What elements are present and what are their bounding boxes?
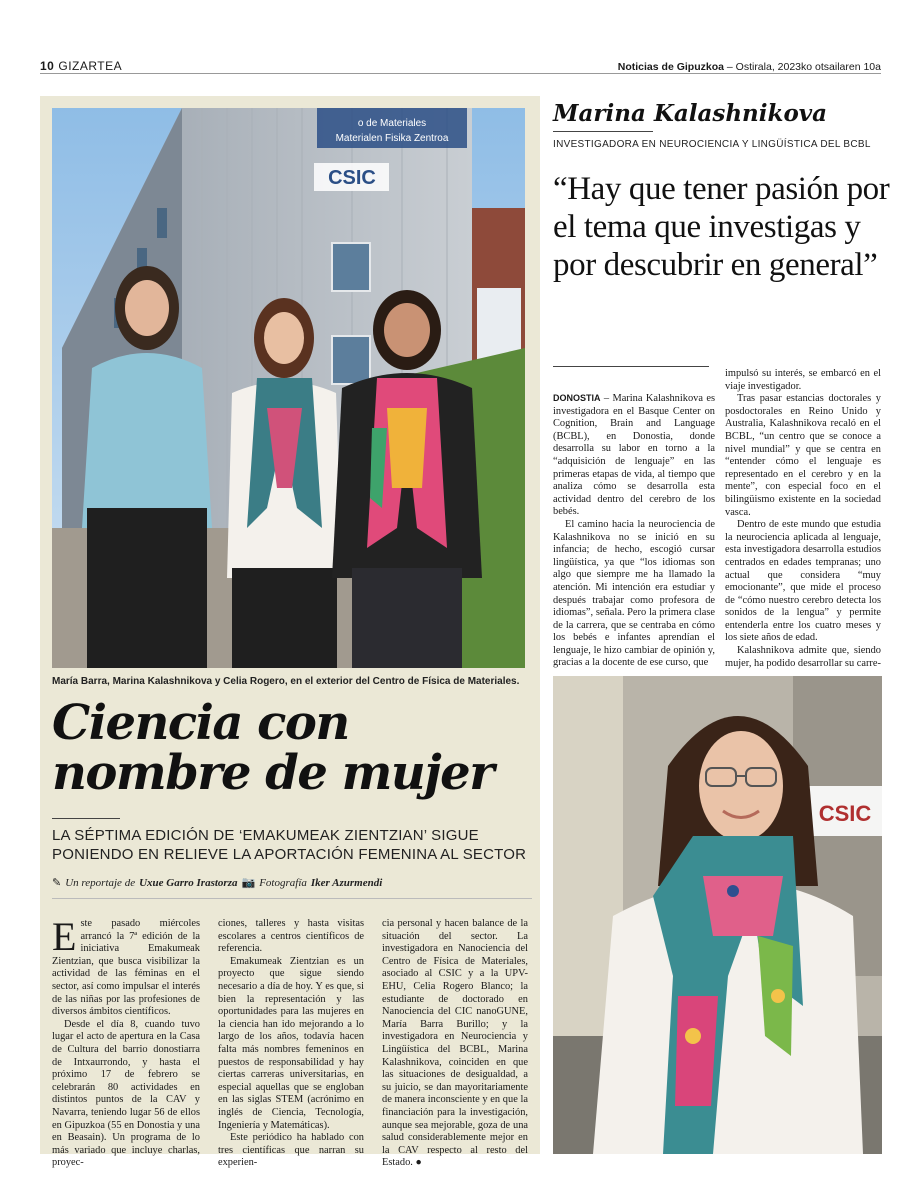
article-column-2 [218, 918, 364, 1170]
byline-prefix: Un reportaje de [65, 876, 136, 889]
article-subhead: LA SÉPTIMA EDICIÓN DE ‘EMAKUMEAK ZIENTZIAN’ SIGUE PONIENDO EN RELIEVE LA APORTACIÓN FEMENINA AL SECTOR [52, 827, 527, 863]
quote-divider [553, 366, 709, 367]
building-sign-line-1: o de Materiales [357, 118, 427, 129]
byline-author: Uxue Garro Irastorza [139, 876, 238, 889]
article-paragraph: Este pasado miércoles arrancó la 7ª edición de la iniciativa Emakumeak Zientzian, que busca visibilizar la actividad de las féminas en el sector, así como impulsar el interés de las niñas por las profesiones de diversos ámbitos científicos. [52, 914, 200, 1018]
profile-name-divider [553, 131, 653, 132]
profile-paragraph: El camino hacia la neurociencia de Kalashnikova no se inició en su infancia; de hecho, escogió cursar lingüística, ya que “los idiomas son algo que siempre me ha llamado la atención. Mi intención era estudiar y después trabajar como profesora de idiomas”, señala. Pero la primera clase de la carrera, que se centraba en cómo los bebés e infantes aprendían el lenguaje, le hizo cambiar de opinión y, gracias a la docente de ese curso, que [553, 518, 715, 669]
profile-quote: “Hay que tener pasión por el tema que investigas y por descubrir en general” [553, 171, 890, 283]
main-photo [52, 108, 525, 668]
publication-dateline [618, 61, 881, 73]
profile-paragraph: Dentro de este mundo que estudia la neurociencia aplicada al lenguaje, esta investigadora desarrolla estudios centrados en edades tempranas; uno actual que considera “muy emocionante”, que mide el proceso de “cómo nuestro cerebro detecta los sonidos de la lengua” y permite entenderla entre los cuatro meses y los siete años de edad. [725, 519, 881, 644]
profile-name: Marina Kalashnikova [553, 100, 828, 127]
publication-name: Noticias de Gipuzkoa [617, 61, 724, 73]
article-column-3 [382, 918, 528, 1170]
csic-sign: CSIC [328, 167, 376, 189]
profile-role: INVESTIGADORA EN NEUROCIENCIA Y LINGÜÍSTICA DEL BCBL [553, 139, 871, 150]
headline-divider [52, 818, 120, 819]
profile-column-2 [725, 368, 881, 670]
profile-paragraph: DONOSTIA – Marina Kalashnikova es investigadora en el Basque Center on Cognition, Brain and Language (BCBL), en Donostia, donde desarrolla su labor en torno a la “adquisición de lenguaje” en las primeras etapas de vida, al tiempo que analiza cómo se desarrolla esta actividad dentro del cerebro de los bebés. [553, 393, 715, 518]
camera-icon: 📷 [241, 877, 256, 889]
article-paragraph: Este periódico ha hablado con tres científicas que narran su experien- [218, 1132, 364, 1169]
portrait-photo [553, 676, 882, 1154]
article-column-1 [52, 914, 200, 1170]
byline-photo-prefix: Fotografía [259, 876, 307, 889]
article-paragraph: Emakumeak Zientzian es un proyecto que sigue siendo necesario a día de hoy. Y es que, si bien la representación y las oportunidades para las mujeres en la ciencia han ido mejorando a lo largo de los años, todavía hacen falta más nombres femeninos en puestos de responsabilidad y hay ciertas carreras universitarias, en especial aquellas que se engloban en las siglas STEM (acrónimo en inglés de Ciencia, Tecnología, Ingeniería y Matemáticas). [218, 955, 364, 1131]
profile-paragraph: Kalashnikova admite que, siendo mujer, ha podido desarrollar su carre- [725, 645, 881, 669]
csic-sign: CSIC [818, 801, 872, 826]
photo-caption: María Barra, Marina Kalashnikova y Celia Rogero, en el exterior del Centro de Física de Materiales. [52, 676, 520, 687]
drop-cap: E [52, 914, 77, 959]
pen-icon: ✎ [52, 877, 62, 889]
article-paragraph: ciones, talleres y hasta visitas escolares a centros científicos de referencia. [218, 918, 364, 955]
byline-divider [52, 898, 532, 899]
section-label [40, 59, 122, 73]
section-name: GIZARTEA [58, 59, 123, 73]
profile-paragraph: Tras pasar estancias doctorales y posdoctorales en Reino Unido y Australia, Kalashnikova recaló en el BCBL, “un centro que se conoce a nivel mundial” y que se centra en “entender cómo el lenguaje es representado en el cerebro y en la mente”, con especial foco en el bilingüismo existente en la sociedad vasca. [725, 393, 881, 518]
page-number: 10 [40, 59, 55, 73]
article-paragraph: cia personal y hacen balance de la situación del sector. La investigadora en Nanociencia del Centro de Física de Materiales, asociado al CSIC y a la UPV-EHU, Celia Rogero Blanco; la estudiante de doctorado en Nanociencia del CIC nanoGUNE, María Barra Burillo; y la investigadora en Neurociencia y Lingüística del BCBL, Marina Kalashnikova, coinciden en que las situaciones de desigualdad, a su juicio, se dan mayoritariamente de manera inconsciente y en que la financiación para la investigación, aunque sea mejorable, goza de una salud considerablemente mejor en la CAV respecto al resto del Estado. ● [382, 918, 528, 1169]
end-mark: ● [415, 1157, 422, 1169]
dateline: DONOSTIA [553, 393, 601, 403]
byline-photographer: Iker Azurmendi [310, 876, 383, 889]
profile-column-1 [553, 392, 715, 670]
article-headline: Ciencia con nombre de mujer [52, 695, 493, 801]
profile-paragraph: impulsó su interés, se embarcó en el viaje investigador. [725, 368, 881, 392]
page-header [40, 56, 881, 74]
byline [52, 876, 532, 889]
building-sign-line-2: Materialen Fisika Zentroa [335, 133, 449, 144]
issue-date: – Ostirala, 2023ko otsailaren 10a [726, 61, 881, 73]
article-paragraph: Desde el día 8, cuando tuvo lugar el acto de apertura en la Casa de Cultura del barrio donostiarra de Intxaurrondo, y hasta el próximo 17 de febrero se celebrarán 80 actividades en distintos puntos de la CAV y Navarra, teniendo lugar 56 de ellos en Gipuzkoa (55 en Donostia y una en Beasain). Un programa de lo más variado que incluye charlas, proyec- [52, 1018, 200, 1169]
